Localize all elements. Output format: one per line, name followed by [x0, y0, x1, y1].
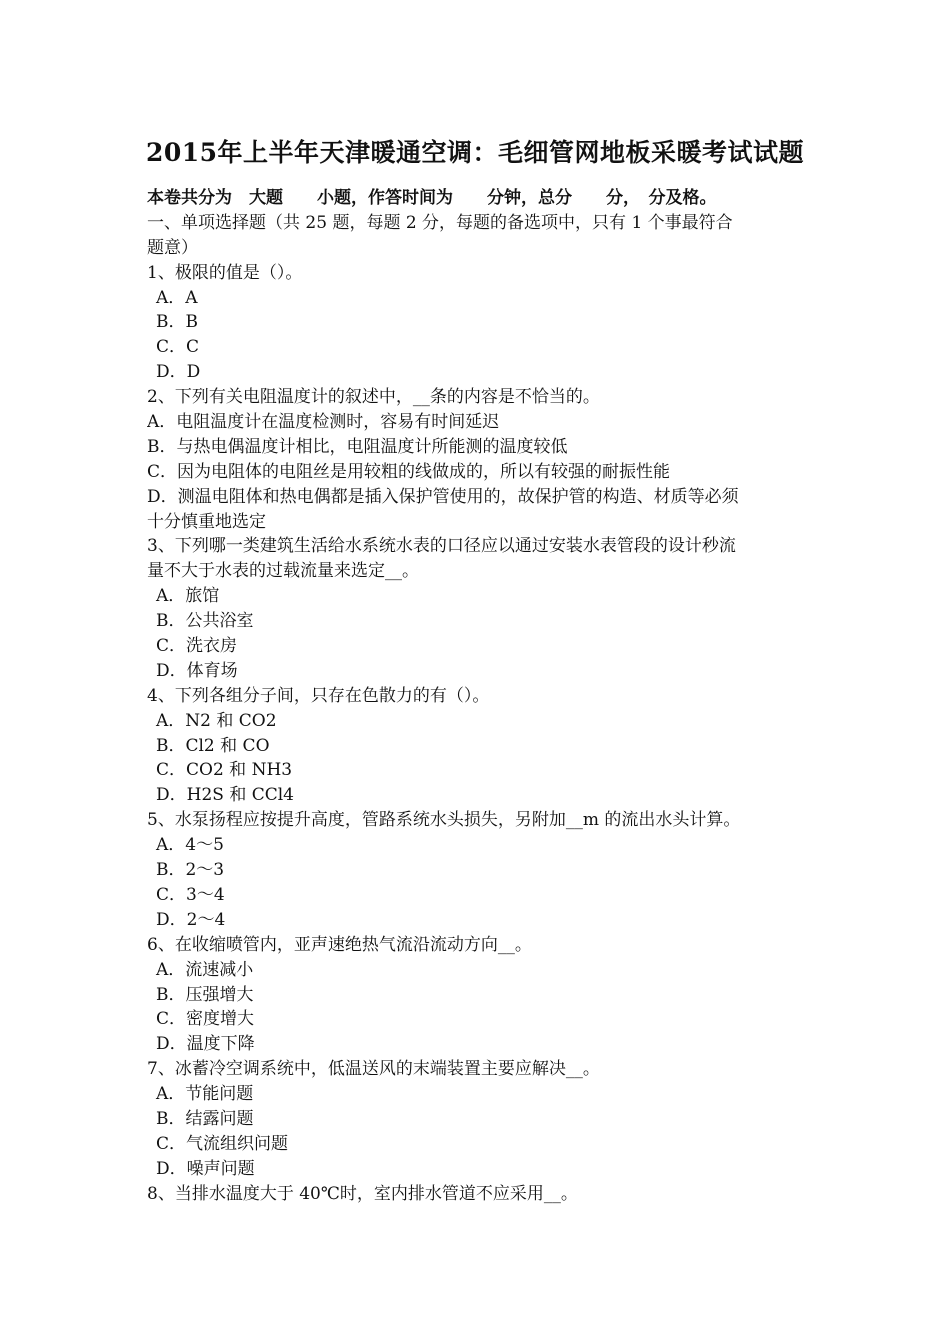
- option-d-continued: 十分慎重地选定: [147, 511, 266, 532]
- option-a: A．4～5: [156, 835, 224, 856]
- question-stem: 3、下列哪一类建筑生活给水系统水表的口径应以通过安装水表管段的设计秒流: [147, 536, 736, 557]
- option-b: B．压强增大: [156, 984, 254, 1005]
- option-a: A．旅馆: [156, 586, 220, 607]
- option-d: D．2～4: [156, 909, 226, 930]
- question-4: [147, 684, 815, 808]
- option-b: B．与热电偶温度计相比，电阻温度计所能测的温度较低: [147, 436, 568, 457]
- question-1: [147, 261, 815, 385]
- question-7: [147, 1057, 815, 1181]
- question-stem-continued: 量不大于水表的过载流量来选定__。: [147, 561, 419, 582]
- option-c: C．CO2 和 NH3: [156, 760, 293, 781]
- question-stem: 7、冰蓄冷空调系统中，低温送风的末端装置主要应解决__。: [147, 1059, 600, 1080]
- option-d: D．测温电阻体和热电偶都是插入保护管使用的，故保护管的构造、材质等必须: [147, 486, 739, 507]
- exam-intro: 本卷共分为 大题 小题，作答时间为 分钟，总分 分， 分及格。: [147, 188, 717, 208]
- option-b: B．Cl2 和 CO: [156, 735, 270, 756]
- question-stem: 5、水泵扬程应按提升高度，管路系统水头损失，另附加__m 的流出水头计算。: [147, 810, 741, 831]
- question-stem: 6、在收缩喷管内，亚声速绝热气流沿流动方向__。: [147, 934, 532, 955]
- option-d: D．体育场: [156, 660, 238, 681]
- section-heading-line-2: 题意）: [147, 237, 198, 258]
- page-title: 2015年上半年天津暖通空调：毛细管网地板采暖考试试题: [145, 138, 805, 167]
- question-stem: 8、当排水温度大于 40℃时，室内排水管道不应采用__。: [147, 1183, 578, 1204]
- exam-content: [147, 186, 815, 1207]
- section-heading-line-1: 一、单项选择题（共 25 题，每题 2 分，每题的备选项中，只有 1 个事最符合: [147, 212, 733, 233]
- option-c: C．因为电阻体的电阻丝是用较粗的线做成的，所以有较强的耐振性能: [147, 461, 671, 482]
- option-a: A．A: [156, 287, 198, 308]
- option-a: A．电阻温度计在温度检测时，容易有时间延迟: [147, 412, 500, 433]
- question-stem: 1、极限的值是（）。: [147, 262, 303, 283]
- question-stem: 2、下列有关电阻温度计的叙述中，__条的内容是不恰当的。: [147, 387, 600, 408]
- question-stem: 4、下列各组分子间，只存在色散力的有（）。: [147, 685, 490, 706]
- option-d: D．H2S 和 CCl4: [156, 785, 294, 806]
- option-c: C．密度增大: [156, 1009, 255, 1030]
- option-c: C．3～4: [156, 884, 225, 905]
- option-d: D．噪声问题: [156, 1158, 255, 1179]
- question-2: [147, 385, 815, 534]
- option-a: A．N2 和 CO2: [156, 710, 277, 731]
- option-b: B．B: [156, 312, 198, 333]
- option-d: D．温度下降: [156, 1034, 255, 1055]
- option-c: C．气流组织问题: [156, 1133, 289, 1154]
- question-6: [147, 933, 815, 1057]
- option-a: A．节能问题: [156, 1084, 254, 1105]
- question-3: [147, 534, 815, 683]
- option-b: B．结露问题: [156, 1108, 254, 1129]
- option-b: B．公共浴室: [156, 611, 254, 632]
- option-d: D．D: [156, 362, 201, 383]
- question-8: [147, 1182, 815, 1207]
- question-5: [147, 808, 815, 932]
- option-c: C．C: [156, 337, 200, 358]
- option-a: A．流速减小: [156, 959, 254, 980]
- option-c: C．洗衣房: [156, 636, 238, 657]
- option-b: B．2～3: [156, 860, 225, 881]
